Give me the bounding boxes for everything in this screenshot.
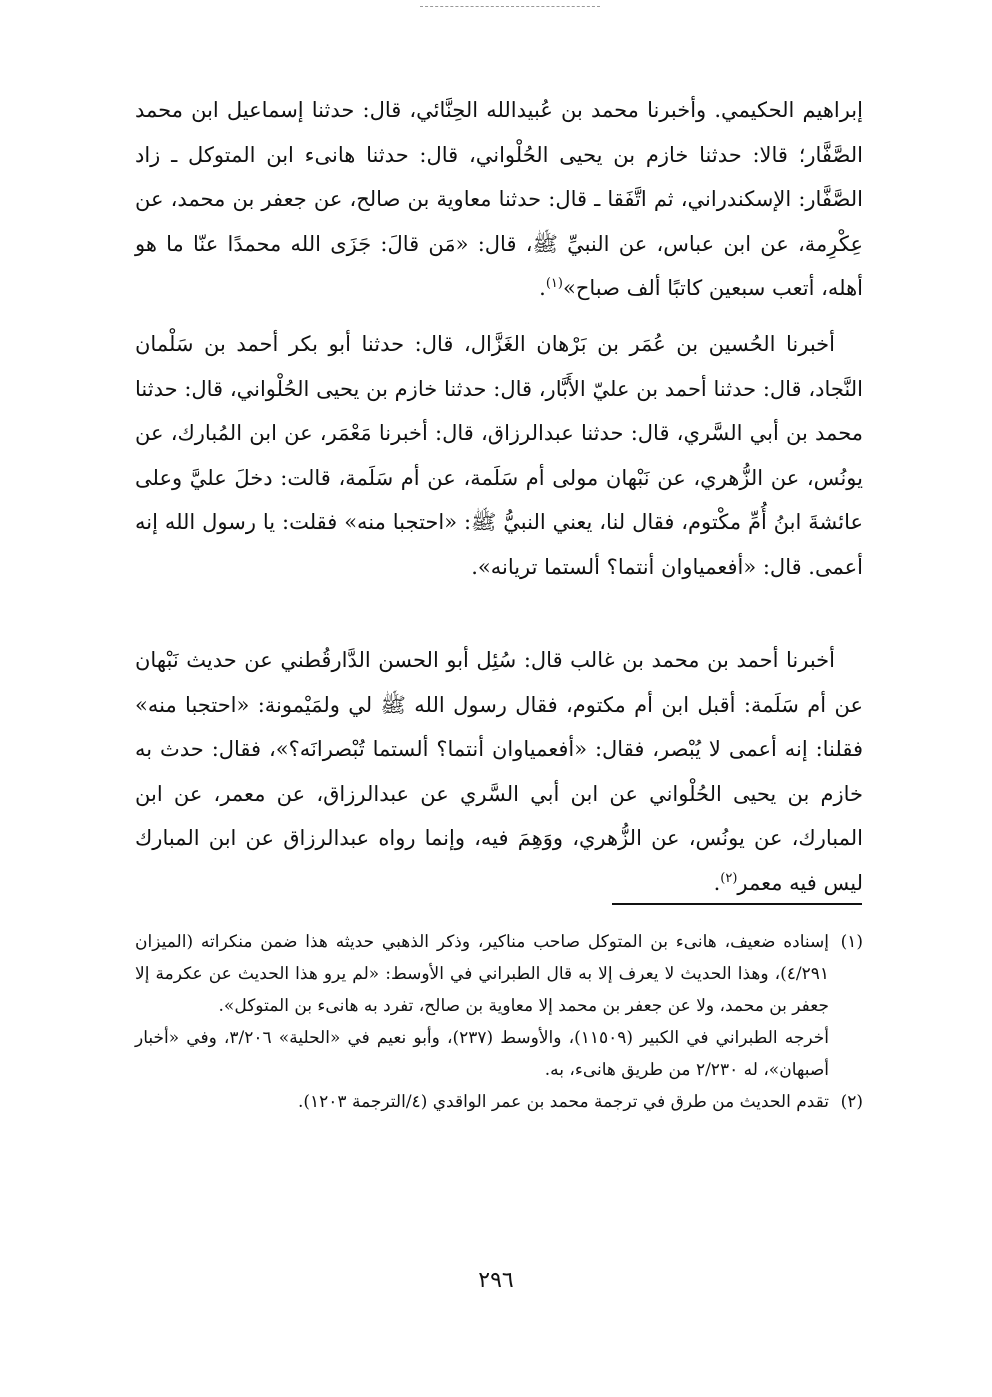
footnote-1-line-2: أخرجه الطبراني في الكبير (١١٥٠٩)، والأوسط (٢٣٧)، وأبو نعيم في «الحلية» ٣/٢٠٦، وفي «أخبار أصبهان»، له ٢/٢٣٠ من طريق هانىء، به. xyxy=(135,1028,829,1080)
paragraph-1 xyxy=(135,88,863,311)
page-number: ٢٩٦ xyxy=(478,1268,514,1293)
paragraph-1-tail: . xyxy=(539,276,546,300)
footnote-1-line-1: إسناده ضعيف، هانىء بن المتوكل صاحب مناكير، وذكر الذهبي حديثه هذا ضمن منكراته (الميزان ٤/٢٩١)، وهذا الحديث لا يعرف إلا به قال الطبراني في الأوسط: «لم يرو هذا الحديث عن عكرمة إلا جعفر بن محمد، ولا عن جعفر بن محمد إلا معاوية بن صالح، تفرد به هانىء بن المتوكل». xyxy=(135,932,829,1016)
footnote-2 xyxy=(135,1086,863,1118)
footnote-1 xyxy=(135,926,863,1086)
footnote-ref-2[interactable]: (٢) xyxy=(720,870,738,886)
paragraph-3-tail: . xyxy=(713,870,721,895)
footnote-ref-1[interactable]: (١) xyxy=(545,276,563,291)
footnotes xyxy=(135,926,863,1118)
paragraph-2-text: أخبرنا الحُسين بن عُمَر بن بَرْهان الغَزَّال، قال: حدثنا أبو بكر أحمد بن سَلْمان النَّجاد، قال: حدثنا أحمد بن عليّ الأَبَّار، قال: حدثنا خازم بن يحيى الحُلْواني، قال: حدثنا محمد بن أبي السَّري، قال: حدثنا عبدالرزاق، قال: أخبرنا مَعْمَر، عن ابن المُبارك، عن يونُس، عن الزُّهري، عن نَبْهان مولى أم سَلَمة، عن أم سَلَمة، قالت: دخلَ عليَّ وعلى عائشةَ ابنُ أُمِّ مكْتوم، فقال لنا، يعني النبيُّ ﷺ: «احتجبا منه» فقلت: يا رسول الله إنه أعمى. قال: «أفعمياوان أنتما؟ ألستما تريانه». xyxy=(135,332,863,579)
scan-artifact-top xyxy=(420,6,600,9)
footnote-1-number: (١) xyxy=(840,932,863,952)
paragraph-3-text: أخبرنا أحمد بن محمد بن غالب قال: سُئِل أبو الحسن الدَّارقُطني عن حديث نَبْهان عن أم سَلَمة: أقبل ابن أم مكتوم، فقال رسول الله ﷺ لي ولمَيْمونة: «احتجبا منه» فقلنا: إنه أعمى لا يُبْصر، فقال: «أفعمياوان أنتما؟ ألستما تُبْصرانَه؟»، فقال: حدث به خازم بن يحيى الحُلْواني عن ابن أبي السَّري عن عبدالرزاق، عن معمر، عن ابن المبارك، عن يونُس، عن الزُّهري، ووَهِمَ فيه، وإنما رواه عبدالرزاق عن ابن المبارك ليس فيه معمر xyxy=(135,648,863,895)
paragraph-1-text: إبراهيم الحكيمي. وأخبرنا محمد بن عُبيدالله الحِنَّائي، قال: حدثنا إسماعيل ابن محمد الصَّفَّار؛ قالا: حدثنا خازم بن يحيى الحُلْواني، قال: حدثنا هانىء ابن المتوكل ـ زاد الصَّفَّار: الإسكندراني، ثم اتَّفَقا ـ قال: حدثنا معاوية بن صالح، عن جعفر بن محمد، عن عِكْرِمة، عن ابن عباس، عن النبيِّ ﷺ، قال: «مَن قالَ: جَزَى الله محمدًا عنّا ما هو أهله، أتعب سبعين كاتبًا ألف صباح» xyxy=(135,98,863,300)
footnote-2-line-1: تقدم الحديث من طرق في ترجمة محمد بن عمر الواقدي (٤/الترجمة ١٢٠٣). xyxy=(297,1092,829,1112)
footnote-separator xyxy=(612,903,862,905)
paragraph-3 xyxy=(135,638,863,905)
footnote-2-number: (٢) xyxy=(840,1092,863,1112)
paragraph-2 xyxy=(135,322,863,589)
